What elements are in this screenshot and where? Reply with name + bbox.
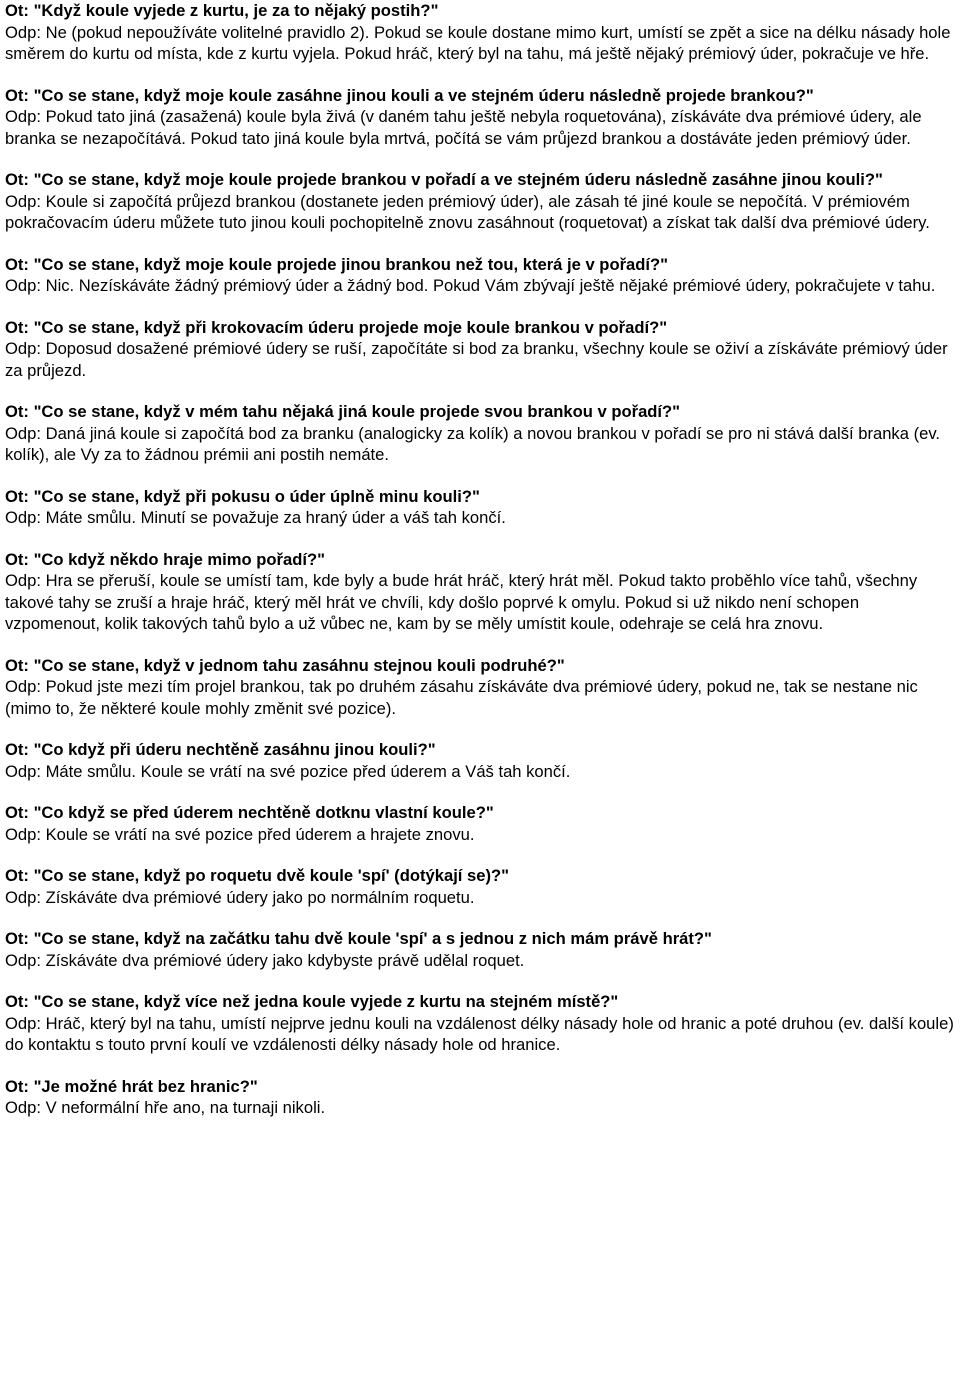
faq-question: Ot: "Co se stane, když po roquetu dvě koule 'spí' (dotýkají se)?" <box>5 866 510 885</box>
faq-answer: Odp: Koule se vrátí na své pozice před úderem a hrajete znovu. <box>5 824 475 844</box>
faq-question: Ot: "Co se stane, když na začátku tahu dvě koule 'spí' a s jednou z nich mám právě hrát?" <box>5 929 712 948</box>
faq-answer: Odp: Nic. Nezískáváte žádný prémiový úder a žádný bod. Pokud Vám zbývají ještě nějaké prémiové údery, pokračujete v tahu. <box>5 276 936 295</box>
faq-item <box>5 928 954 971</box>
faq-item <box>5 254 954 297</box>
faq-item <box>5 739 954 782</box>
faq-item <box>5 549 954 635</box>
faq-answer: Odp: Ne (pokud nepoužíváte volitelné pravidlo 2). Pokud se koule dostane mimo kurt, umístí se zpět a sice na délku násady hole směrem do kurtu od místa, kde z kurtu vyjela. Pokud hráč, který byl na tahu, má ještě nějaký prémiový úder, pokračuje ve hře. <box>5 22 951 63</box>
faq-question: Ot: "Co když při úderu nechtěně zasáhnu jinou kouli?" <box>5 740 436 759</box>
faq-item <box>5 655 954 720</box>
faq-item <box>5 865 954 908</box>
faq-question: Ot: "Je možné hrát bez hranic?" <box>5 1076 258 1096</box>
faq-item <box>5 85 954 150</box>
faq-question: Ot: "Co se stane, když moje koule projede jinou brankou než tou, která je v pořadí?" <box>5 254 669 274</box>
faq-question: Ot: "Co když se před úderem nechtěně dotknu vlastní koule?" <box>5 803 494 822</box>
faq-question: Ot: "Co se stane, když více než jedna koule vyjede z kurtu na stejném místě?" <box>5 992 619 1011</box>
faq-answer: Odp: Máte smůlu. Minutí se považuje za hraný úder a váš tah končí. <box>5 508 506 527</box>
faq-question: Ot: "Co se stane, když v mém tahu nějaká jiná koule projede svou brankou v pořadí?" <box>5 402 681 421</box>
faq-answer: Odp: Pokud jste mezi tím projel brankou, tak po druhém zásahu získáváte dva prémiové údery, pokud ne, tak se nestane nic (mimo to, že některé koule mohly změnit své pozice). <box>5 677 918 718</box>
faq-answer: Odp: Pokud tato jiná (zasažená) koule byla živá (v daném tahu ještě nebyla roquetována), získáváte dva prémiové údery, ale branka se nezapočítává. Pokud tato jiná koule byla mrtvá, počítá se vám průjezd brankou a dostáváte jeden prémiový úder. <box>5 107 922 148</box>
faq-item <box>5 1076 954 1119</box>
faq-question: Ot: "Co se stane, když při pokusu o úder úplně minu kouli?" <box>5 486 480 506</box>
faq-item <box>5 486 954 529</box>
faq-answer: Odp: Získáváte dva prémiové údery jako po normálním roquetu. <box>5 887 475 907</box>
faq-answer: Odp: Daná jiná koule si započítá bod za branku (analogicky za kolík) a novou brankou v pořadí se pro ni stává další branka (ev. kolík), ale Vy za to žádnou prémii ani postih nemáte. <box>5 423 941 464</box>
faq-question: Ot: "Co se stane, když moje koule zasáhne jinou kouli a ve stejném úderu následně projede brankou?" <box>5 85 814 105</box>
faq-item <box>5 0 954 65</box>
faq-item <box>5 802 954 845</box>
faq-question: Ot: "Co když někdo hraje mimo pořadí?" <box>5 549 325 569</box>
faq-question: Ot: "Když koule vyjede z kurtu, je za to nějaký postih?" <box>5 1 439 20</box>
faq-answer: Odp: Hráč, který byl na tahu, umístí nejprve jednu kouli na vzdálenost délky násady hole od hranic a poté druhou (ev. další koule) do kontaktu s touto první koulí ve vzdálenosti délky násady hole od hranice. <box>5 1013 954 1054</box>
faq-answer: Odp: Získáváte dva prémiové údery jako kdybyste právě udělal roquet. <box>5 950 525 970</box>
faq-item <box>5 401 954 466</box>
faq-answer: Odp: Máte smůlu. Koule se vrátí na své pozice před úderem a Váš tah končí. <box>5 761 571 781</box>
faq-answer: Odp: Hra se přeruší, koule se umístí tam, kde byly a bude hrát hráč, který hrát měl. Pokud takto proběhlo více tahů, všechny takové tahy se zruší a hraje hráč, který měl hrát ve chvíli, kdy došlo poprvé k omylu. Pokud si už nikdo není schopen vzpomenout, kolik takových tahů bylo a už vůbec ne, kam by se měly umístit koule, odehraje se celá hra znovu. <box>5 571 918 633</box>
faq-item <box>5 317 954 382</box>
faq-item <box>5 991 954 1056</box>
faq-question: Ot: "Co se stane, když v jednom tahu zasáhnu stejnou kouli podruhé?" <box>5 655 565 675</box>
faq-answer: Odp: Koule si započítá průjezd brankou (dostanete jeden prémiový úder), ale zásah té jiné koule se nepočítá. V prémiovém pokračovacím úderu můžete tuto jinou kouli pochopitelně znovu zasáhnout (roquetovat) a získat tak další dva prémiové údery. <box>5 191 930 232</box>
faq-answer: Odp: Doposud dosažené prémiové údery se ruší, započítáte si bod za branku, všechny koule se oživí a získáváte prémiový úder za průjezd. <box>5 339 948 380</box>
faq-question: Ot: "Co se stane, když moje koule projede brankou v pořadí a ve stejném úderu následně zasáhne jinou kouli?" <box>5 170 883 189</box>
faq-answer: Odp: V neformální hře ano, na turnaji nikoli. <box>5 1098 326 1117</box>
faq-question: Ot: "Co se stane, když při krokovacím úderu projede moje koule brankou v pořadí?" <box>5 317 668 337</box>
faq-item <box>5 169 954 234</box>
